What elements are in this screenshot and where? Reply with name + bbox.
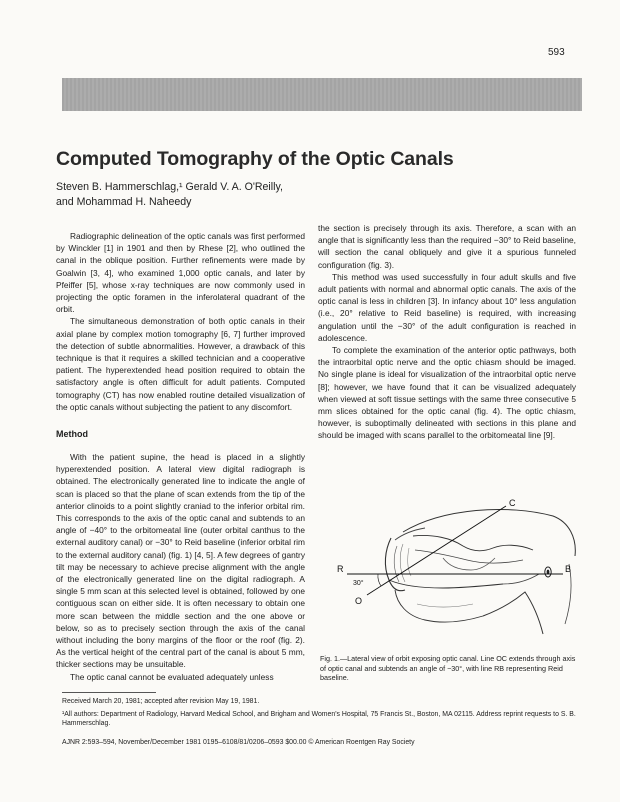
label-b: B — [565, 564, 572, 574]
right-column — [318, 222, 576, 442]
method-heading: Method — [56, 429, 88, 439]
paragraph: The simultaneous demonstration of both optic canals in their axial plane by complex motion tomography [6, 7] further improved the detection of subtle abnormalities. However, a drawback of this technique is that it requires a skilled technician and a cooperative patient. The hyperextended head position required to obtain the satisfactory angle is often difficult for adult patients. Computed tomography (CT) has now enabled routine detailed visualization of the optic canals without subjecting the patient to any discomfort. — [56, 316, 305, 412]
paragraph: This method was used successfully in four adult skulls and five adult patients with normal and abnormal optic canals. The axis of the optic canal is less in children [3]. In infancy about 10° less angulation (i.e., 20° relative to Reid baseline) is required, with increasing angulation until the −30° of the adult configuration is reached in adolescence. — [318, 271, 576, 343]
label-c: C — [509, 498, 516, 508]
author-line: and Mohammad H. Naheedy — [56, 195, 192, 208]
header-bar — [62, 78, 582, 111]
paragraph: To complete the examination of the anterior optic pathways, both the intraorbital optic nerve and the optic chiasm should be imaged. No single plane is ideal for visualization of the intraorbital optic nerve [8]; however, we have found that it can be visualized adequately when viewed at soft tissue settings with the same three consecutive 5 mm slices obtained for the optic canal (fig. 4). The optic chiasm, however, is suboptimally delineated with sections in this plane and should be imaged with scans parallel to the orbitomeatal line [9]. — [318, 345, 576, 441]
paragraph: The optic canal cannot be evaluated adequately unless — [70, 671, 274, 682]
citation-line: AJNR 2:593–594, November/December 1981 0195–6108/81/0206–0593 $00.00 © American Roentgen Ray Society — [62, 739, 415, 746]
footnote-rule — [62, 692, 156, 693]
angle-label: 30° — [353, 580, 364, 587]
label-o: O — [355, 596, 363, 606]
affiliation-note: ¹All authors: Department of Radiology, Harvard Medical School, and Brigham and Women's Hospital, 75 Francis St., Boston, MA 02115. Address reprint requests to S. B. Hammerschlag. — [62, 711, 576, 727]
label-r: R — [337, 564, 344, 574]
article-title: Computed Tomography of the Optic Canals — [56, 148, 454, 170]
paragraph: the section is precisely through its axis. Therefore, a scan with an angle that is significantly less than the required −30° to Reid baseline, will section the canal obliquely and give it a spurious funneled configuration (fig. 3). — [318, 223, 576, 270]
figure-caption: Fig. 1.—Lateral view of orbit exposing optic canal. Line OC extends through axis of optic canal and subtends an angle of −30°, with line RB representing Reid baseline. — [320, 654, 576, 683]
page-number: 593 — [548, 47, 565, 58]
figure-1-skull-diagram — [333, 494, 578, 644]
author-line: Steven B. Hammerschlag,¹ Gerald V. A. O'Reilly, — [56, 181, 283, 193]
paragraph: With the patient supine, the head is placed in a slightly hyperextended position. A lateral view digital radiograph is obtained. The electronically generated line to indicate the angle of scan is placed so that the plane of scan extends from the tip of the anterior clinoids to a point slightly craniad to the inferior orbital rim. This corresponds to the axis of the optic canal and subtends to an angle of −40° to the orbitomeatal line (outer orbital canthus to the external auditory canal) or −30° to Reid baseline (inferior orbital rim to the external auditory canal) (fig. 1) [4, 5]. A few degrees of gantry tilt may be necessary to achieve precise alignment with the angle of the electronically generated line on the digital radiograph. A single 5 mm scan at this selected level is obtained, followed by one contiguous scan on either side. It is often necessary to obtain one more scan between the middle section and the one above or below, so as to precisely section through the axis of the canal without including the bony margins of the floor or the roof (fig. 2). As the vertical height of the central part of the canal is about 5 mm, thicker sections may be unsuitable. — [56, 452, 305, 670]
author-list — [56, 180, 376, 209]
received-note: Received March 20, 1981; accepted after revision May 19, 1981. — [62, 698, 260, 705]
paragraph: Radiographic delineation of the optic canals was first performed by Winckler [1] in 1901 and then by Rhese [2], who outlined the canal in the oblique position. Further refinements were made by Goalwin [3, 4], who examined 1,000 optic canals, and later by Pfeiffer [5], whose x-ray techniques are now commonly used in projecting the optic foramen in the inferolateral quadrant of the orbit. — [56, 231, 305, 315]
method-section — [56, 451, 305, 683]
intro-section — [56, 230, 305, 413]
